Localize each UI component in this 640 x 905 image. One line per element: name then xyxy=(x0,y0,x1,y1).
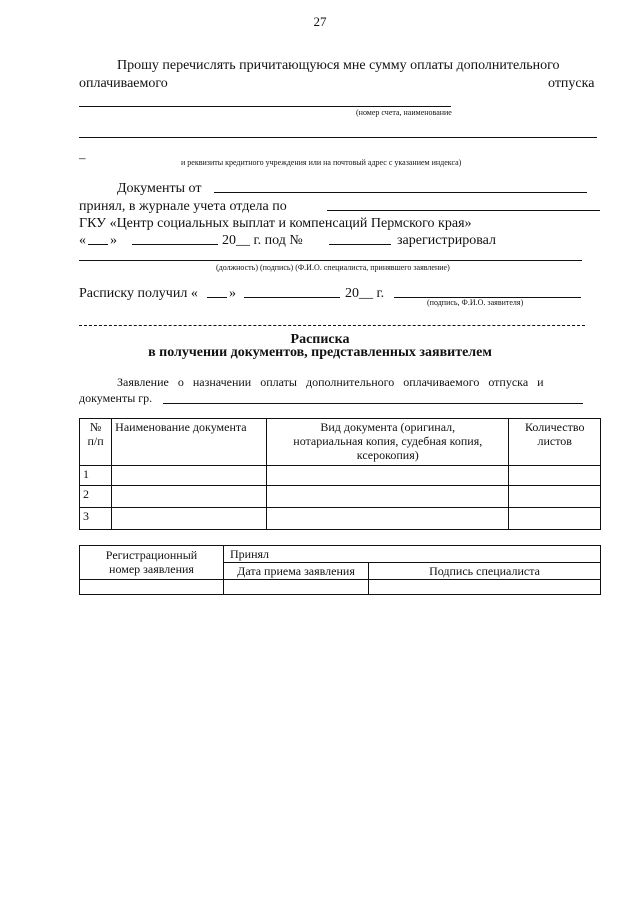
request-line-2-right: отпуска xyxy=(548,76,595,91)
account-field-line[interactable] xyxy=(79,106,451,107)
documents-table-header xyxy=(80,419,601,466)
hint-bank: и реквизиты кредитного учреждения или на почтовый адрес с указанием индекса) xyxy=(181,158,462,167)
date-header: Дата приема заявления xyxy=(224,563,369,580)
request-line-1: Прошу перечислять причитающуюся мне сумму оплаты дополнительного xyxy=(117,58,560,73)
reg-number-cell[interactable] xyxy=(80,580,224,595)
receipt-title: Расписка xyxy=(290,332,350,347)
bank-field-line[interactable] xyxy=(79,137,597,138)
receipt-day-field[interactable] xyxy=(207,297,227,298)
department-field[interactable] xyxy=(327,210,600,211)
org-name: ГКУ «Центр социальных выплат и компенсаций Пермского края» xyxy=(79,216,472,231)
accepted-header: Принял xyxy=(224,546,601,563)
docs-from-label: Документы от xyxy=(117,181,202,196)
signature-cell[interactable] xyxy=(369,580,601,595)
date-cell[interactable] xyxy=(224,580,369,595)
accepted-label: принял, в журнале учета отдела по xyxy=(79,199,287,214)
doc-name-cell[interactable] xyxy=(112,466,267,486)
day-field[interactable] xyxy=(88,244,108,245)
registered-label: зарегистрировал xyxy=(397,233,496,248)
month-field[interactable] xyxy=(132,244,218,245)
row-number: 1 xyxy=(80,466,112,486)
row-number: 3 xyxy=(80,508,112,530)
docs-from-field[interactable] xyxy=(214,192,587,193)
header-kind: Вид документа (оригинал, нотариальная копия, судебная копия, ксерокопия) xyxy=(267,419,509,466)
hint-account: (номер счета, наименование xyxy=(356,108,452,117)
receipt-year-label: 20__ г. xyxy=(345,286,385,301)
dash-mark: – xyxy=(79,150,86,165)
table-row xyxy=(80,580,601,595)
receipt-intro-1: Заявление о назначении оплаты дополнительного оплачиваемого отпуска и xyxy=(117,375,544,389)
date-close-quote: » xyxy=(110,233,117,248)
signature-header: Подпись специалиста xyxy=(369,563,601,580)
table-row xyxy=(80,466,601,486)
cut-line xyxy=(79,325,585,326)
table-row xyxy=(80,486,601,508)
page-number: 27 xyxy=(313,14,327,29)
receipt-month-field[interactable] xyxy=(244,297,340,298)
hint-specialist: (должность) (подпись) (Ф.И.О. специалиста, принявшего заявление) xyxy=(216,263,450,272)
doc-name-cell[interactable] xyxy=(112,486,267,508)
header-qty: Количество листов xyxy=(509,419,601,466)
receipt-subtitle: в получении документов, представленных заявителем xyxy=(148,345,492,360)
header-num: № п/п xyxy=(80,419,112,466)
registration-table xyxy=(79,545,601,595)
hint-applicant: (подпись, Ф.И.О. заявителя) xyxy=(427,298,524,307)
applicant-name-field[interactable] xyxy=(163,403,583,404)
date-open-quote: « xyxy=(79,233,86,248)
doc-kind-cell[interactable] xyxy=(267,486,509,508)
reg-number-field[interactable] xyxy=(329,244,391,245)
table-row xyxy=(80,508,601,530)
request-line-2-left: оплачиваемого xyxy=(79,76,168,91)
reg-number-header: Регистрационный номер заявления xyxy=(80,546,224,580)
doc-kind-cell[interactable] xyxy=(267,466,509,486)
doc-qty-cell[interactable] xyxy=(509,508,601,530)
doc-kind-cell[interactable] xyxy=(267,508,509,530)
header-name: Наименование документа xyxy=(112,419,267,466)
specialist-field[interactable] xyxy=(79,260,582,261)
receipt-close-quote: » xyxy=(229,286,236,301)
receipt-intro-2: документы гр. xyxy=(79,391,153,405)
receipt-got-label: Расписку получил « xyxy=(79,286,198,301)
doc-name-cell[interactable] xyxy=(112,508,267,530)
row-number: 2 xyxy=(80,486,112,508)
year-reg-label: 20__ г. под № xyxy=(222,233,303,248)
doc-qty-cell[interactable] xyxy=(509,466,601,486)
documents-table xyxy=(79,418,601,530)
doc-qty-cell[interactable] xyxy=(509,486,601,508)
